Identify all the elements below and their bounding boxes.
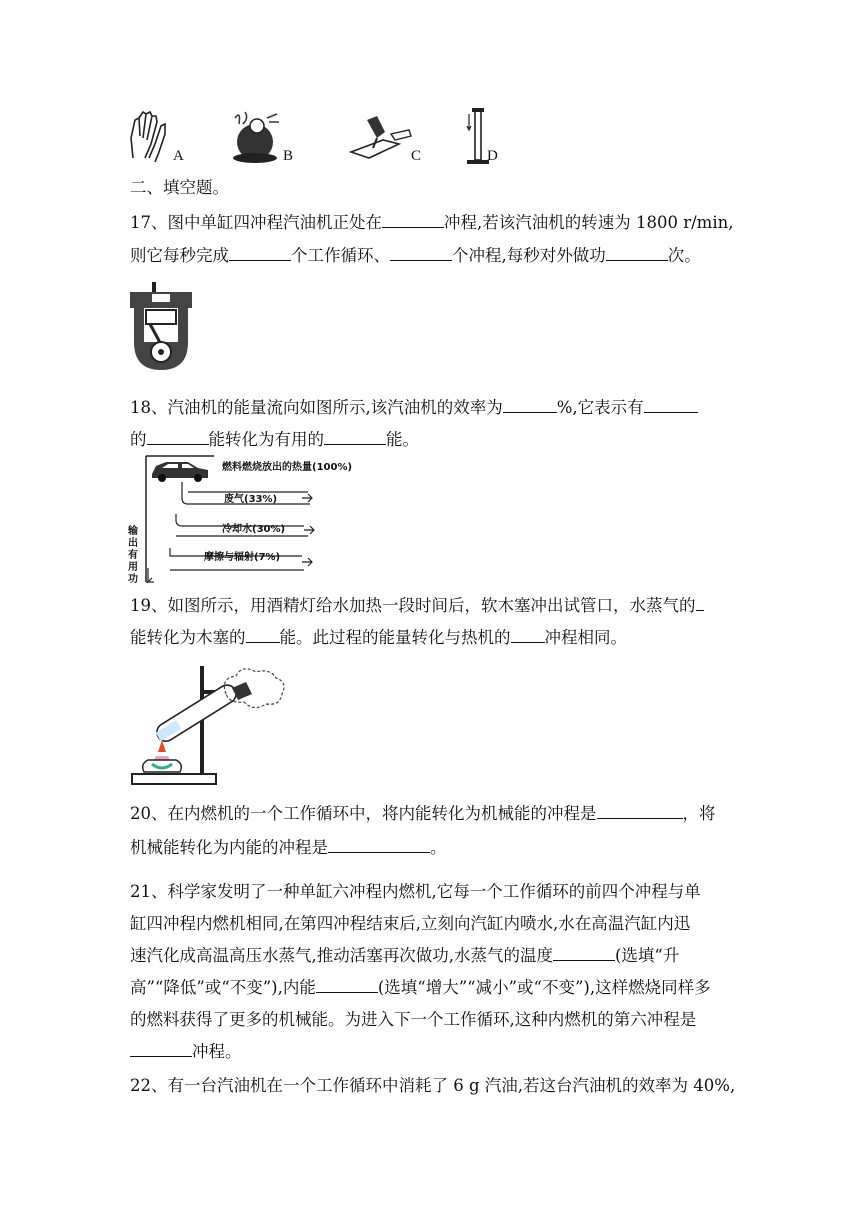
q20-line-2: 机械能转化为内能的冲程是 。 — [130, 838, 447, 857]
section-heading: 二、填空题。 — [130, 178, 229, 197]
energy-useful-work-label: 输出有用功 — [128, 526, 138, 585]
energy-exhaust-label: 废气(33%) — [224, 494, 278, 505]
energy-coolant-label: 冷却水(30%) — [222, 524, 286, 535]
q18-blank-percent[interactable] — [644, 396, 698, 413]
q21-line-4: 高”“降低”或“不变”),内能 (选填“增大”“减小”或“不变”),这样燃烧同样多 — [130, 978, 711, 997]
q18-line-1: 18、汽油机的能量流向如图所示,该汽油机的效率为 %,它表示有 — [130, 396, 698, 420]
q21-blank-sixth-stroke[interactable] — [130, 1040, 192, 1057]
sawing-wood-illustration — [347, 112, 413, 162]
q21-blank-temperature[interactable] — [553, 944, 615, 961]
q21-line-3: 速汽化成高温高压水蒸气,推动活塞再次做功,水蒸气的温度 (选填“升 — [130, 946, 680, 965]
figure-label-b: B — [283, 148, 294, 164]
figure-label-a: A — [173, 148, 184, 164]
q18-blank-energy-form[interactable] — [147, 428, 209, 445]
car-icon — [152, 462, 208, 482]
q18-line-2: 的 能转化为有用的 能。 — [130, 430, 419, 449]
q19-blank-steam-energy[interactable] — [696, 594, 704, 611]
q17-line-1: 17、图中单缸四冲程汽油机正处在 冲程,若该汽油机的转速为 1800 r/min, — [130, 213, 734, 232]
q17-blank-stroke[interactable] — [382, 211, 444, 228]
figure-row — [125, 108, 525, 168]
q19-blank-stroke[interactable] — [511, 626, 545, 643]
q20-blank-power-stroke[interactable] — [597, 802, 683, 819]
q18-blank-useful-energy[interactable] — [324, 428, 386, 445]
figure-label-d: D — [487, 148, 498, 164]
energy-flow-diagram — [126, 452, 406, 588]
q20-blank-compression-stroke[interactable] — [328, 836, 430, 853]
q19-blank-cork-energy[interactable] — [246, 626, 280, 643]
q20-line-1: 20、在内燃机的一个工作循环中，将内能转化为机械能的冲程是 ，将 — [130, 804, 716, 823]
q19-line-2: 能转化为木塞的 能。此过程的能量转化与热机的 冲程相同。 — [130, 628, 627, 647]
q21-line-6: 冲程。 — [130, 1040, 242, 1064]
q21-blank-internal-energy[interactable] — [316, 976, 378, 993]
q18-blank-efficiency[interactable] — [503, 396, 557, 413]
q19-line-1: 19、如图所示，用酒精灯给水加热一段时间后，软木塞冲出试管口，水蒸气的 — [130, 594, 704, 618]
q21-line-2: 缸四冲程内燃机相同,在第四冲程结束后,立刻向汽缸内喷水,水在高温汽缸内迅 — [130, 914, 691, 933]
energy-total-label: 燃料燃烧放出的热量(100%) — [222, 462, 353, 473]
test-tube-apparatus-illustration — [130, 660, 290, 788]
energy-friction-label: 摩擦与辐射(7%) — [204, 552, 281, 563]
q21-line-1: 21、科学家发明了一种单缸六冲程内燃机,它每一个工作循环的前四个冲程与单 — [130, 882, 701, 901]
q21-line-5: 的燃料获得了更多的机械能。为进入下一个工作循环,这种内燃机的第六冲程是 — [130, 1010, 697, 1029]
q17-blank-cycles[interactable] — [229, 244, 291, 261]
figure-label-c: C — [411, 148, 422, 164]
q17-blank-work[interactable] — [606, 244, 668, 261]
engine-cylinder-diagram — [130, 280, 192, 372]
rubbing-hands-illustration — [125, 108, 175, 164]
kettle-illustration — [227, 108, 283, 164]
q22-line-1: 22、有一台汽油机在一个工作循环中消耗了 6 g 汽油,若这台汽油机的效率为 40%, — [130, 1076, 736, 1095]
q17-line-2: 则它每秒完成 个工作循环、 个冲程,每秒对外做功 次。 — [130, 246, 701, 265]
q17-blank-strokes[interactable] — [390, 244, 452, 261]
